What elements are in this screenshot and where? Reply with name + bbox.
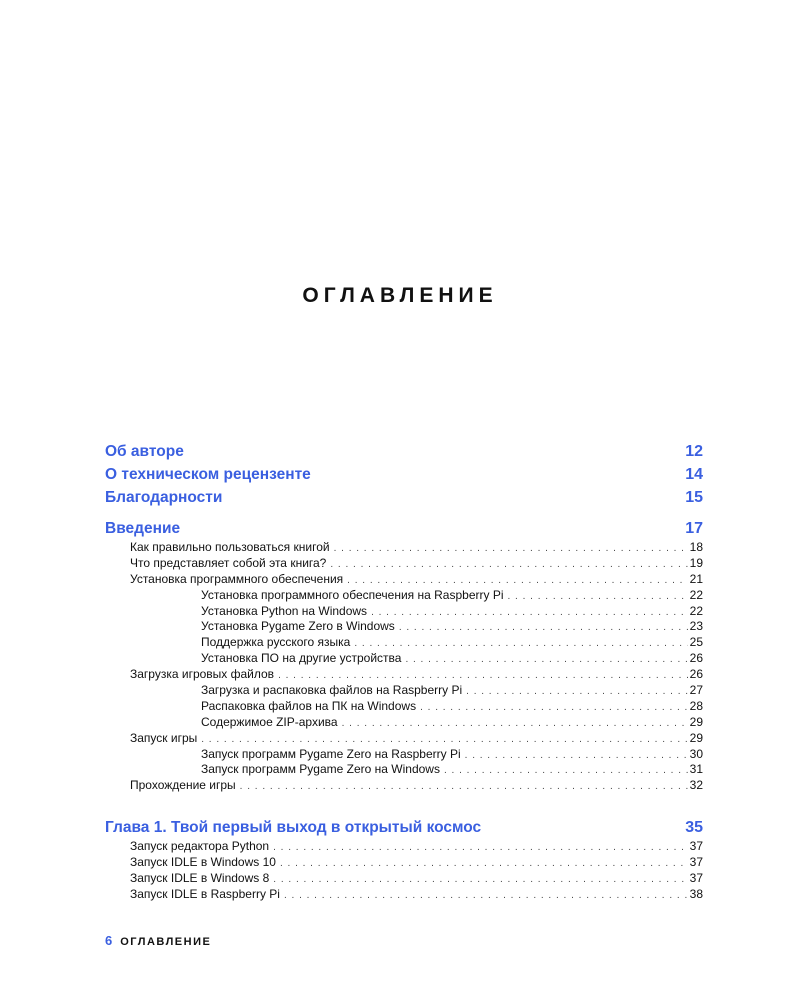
section-title: Об авторе [105, 443, 184, 460]
dot-leader [507, 589, 687, 605]
entry-page: 27 [689, 683, 703, 698]
section-title: Благодарности [105, 489, 223, 506]
entry-page: 30 [689, 746, 703, 761]
entry-page: 28 [689, 698, 703, 713]
dot-leader [273, 872, 687, 888]
toc-section-reviewer[interactable] [105, 463, 703, 486]
toc-entry[interactable] [105, 855, 703, 871]
toc-entry[interactable] [105, 839, 703, 855]
section-page: 15 [685, 489, 703, 506]
dot-leader [280, 856, 688, 872]
toc-entry[interactable] [105, 572, 703, 588]
entry-title: Как правильно пользоваться книгой [130, 540, 330, 554]
entry-title: Установка ПО на другие устройства [201, 651, 402, 666]
entry-title: Содержимое ZIP-архива [201, 714, 338, 729]
dot-leader [240, 779, 688, 795]
entry-title: Запуск IDLE в Windows 8 [130, 871, 270, 886]
entry-page: 29 [689, 714, 703, 729]
entry-title: Загрузка игровых файлов [130, 667, 275, 682]
section-title: Введение [105, 520, 181, 537]
toc-section-acknowledgements[interactable] [105, 486, 703, 509]
section-page: 12 [685, 443, 703, 460]
toc-subentry[interactable] [105, 588, 703, 604]
entry-page: 29 [689, 730, 703, 745]
toc-subentry[interactable] [105, 683, 703, 699]
dot-leader [405, 652, 687, 668]
entry-page: 23 [689, 619, 703, 634]
dot-leader [420, 700, 688, 716]
page-number: 6 [105, 933, 113, 948]
entry-title: Установка Pygame Zero в Windows [201, 619, 395, 634]
toc-subentry[interactable] [105, 715, 703, 731]
dot-leader [330, 557, 687, 573]
toc-subentry[interactable] [105, 619, 703, 635]
page-footer [105, 933, 211, 948]
entry-title: Запуск IDLE в Windows 10 [130, 855, 276, 870]
dot-leader [334, 541, 688, 557]
entry-page: 26 [689, 667, 703, 682]
toc-subentry[interactable] [105, 762, 703, 778]
dot-leader [347, 573, 687, 589]
entry-page: 19 [689, 555, 703, 570]
dot-leader [444, 763, 688, 779]
section-page: 14 [685, 466, 703, 483]
entry-title: Установка программного обеспечения на Raspberry Pi [201, 587, 504, 602]
entry-title: Прохождение игры [130, 778, 236, 793]
page-title: ОГЛАВЛЕНИЕ [302, 284, 498, 307]
toc-subentry[interactable] [105, 635, 703, 651]
entry-title: Запуск редактора Python [130, 839, 270, 854]
entry-title: Запуск программ Pygame Zero на Windows [201, 762, 440, 777]
dot-leader [273, 840, 688, 856]
entry-title: Запуск программ Pygame Zero на Raspberry Pi [201, 746, 461, 761]
entry-title: Распаковка файлов на ПК на Windows [201, 698, 417, 713]
toc-subentry[interactable] [105, 699, 703, 715]
entry-page: 37 [689, 839, 703, 854]
entry-page: 22 [689, 603, 703, 618]
toc-entry[interactable] [105, 871, 703, 887]
entry-page: 18 [689, 540, 703, 554]
dot-leader [399, 620, 688, 636]
entry-page: 32 [689, 778, 703, 793]
dot-leader [278, 668, 688, 684]
dot-leader [465, 748, 688, 764]
entry-page: 31 [689, 762, 703, 777]
entry-page: 25 [689, 635, 703, 650]
toc-section-introduction[interactable] [105, 517, 703, 540]
toc-entry[interactable] [105, 540, 703, 556]
dot-leader [371, 605, 688, 621]
toc-entry[interactable] [105, 887, 703, 903]
section-page: 17 [685, 520, 703, 537]
chapter-title: Глава 1. Твой первый выход в открытый космос [105, 819, 482, 837]
toc-entry[interactable] [105, 731, 703, 747]
dot-leader [201, 732, 687, 748]
dot-leader [342, 716, 688, 732]
chapter-page: 35 [685, 819, 703, 837]
toc-subentry[interactable] [105, 651, 703, 667]
toc-entry[interactable] [105, 556, 703, 572]
entry-title: Установка Python на Windows [201, 603, 368, 618]
toc-section-about-author[interactable] [105, 440, 703, 463]
table-of-contents [105, 440, 703, 903]
entry-title: Что представляет собой эта книга? [130, 555, 327, 570]
entry-title: Запуск игры [130, 730, 198, 745]
toc-entry[interactable] [105, 667, 703, 683]
entry-page: 37 [689, 855, 703, 870]
toc-chapter-1[interactable] [105, 816, 703, 839]
dot-leader [354, 636, 687, 652]
running-header: ОГЛАВЛЕНИЕ [120, 936, 212, 948]
entry-page: 38 [689, 886, 703, 901]
entry-title: Поддержка русского языка [201, 635, 351, 650]
section-title: О техническом рецензенте [105, 466, 311, 483]
entry-page: 21 [689, 571, 703, 586]
toc-entry[interactable] [105, 778, 703, 794]
entry-title: Установка программного обеспечения [130, 571, 344, 586]
dot-leader [466, 684, 688, 700]
toc-subentry[interactable] [105, 747, 703, 763]
toc-subentry[interactable] [105, 604, 703, 620]
entry-title: Загрузка и распаковка файлов на Raspberry Pi [201, 683, 463, 698]
entry-page: 37 [689, 871, 703, 886]
entry-title: Запуск IDLE в Raspberry Pi [130, 886, 280, 901]
entry-page: 26 [689, 651, 703, 666]
dot-leader [284, 888, 688, 904]
entry-page: 22 [689, 587, 703, 602]
